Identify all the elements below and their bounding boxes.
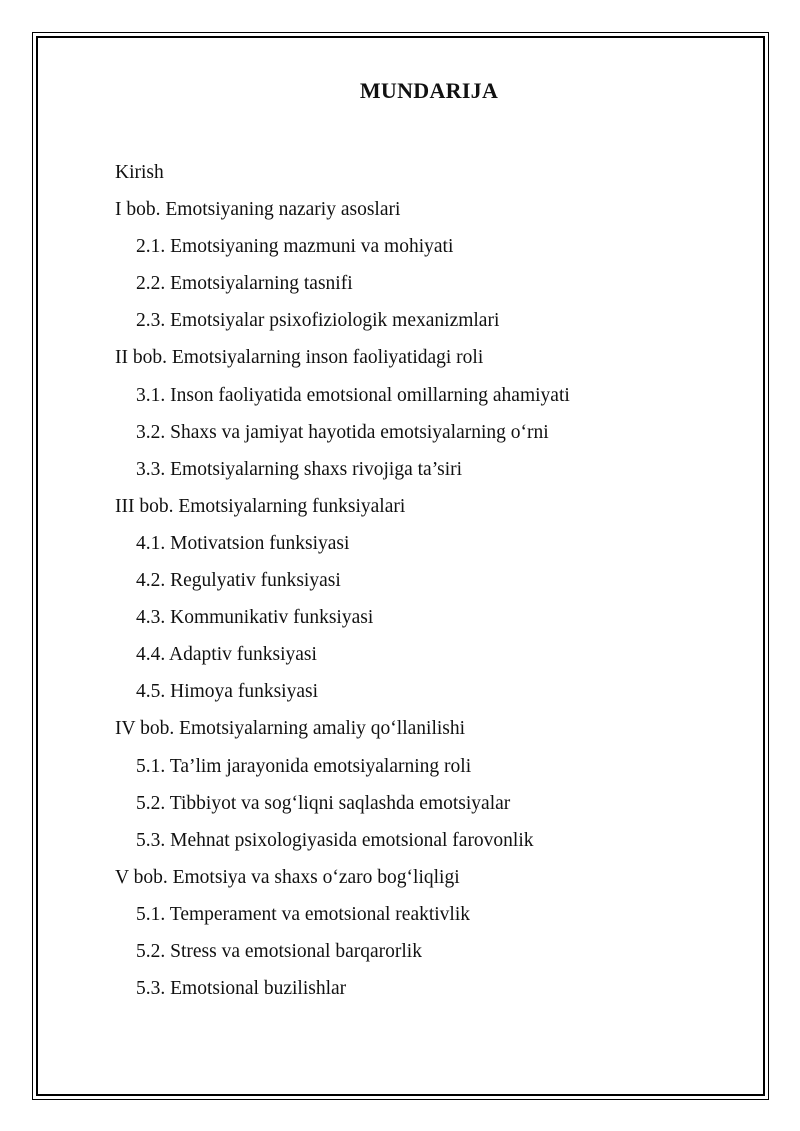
toc-chapter-entry: V bob. Emotsiya va shaxs o‘zaro bog‘liqligi <box>115 866 460 888</box>
toc-section-entry: 5.1. Ta’lim jarayonida emotsiyalarning roli <box>136 755 472 777</box>
toc-section-entry: 2.2. Emotsiyalarning tasnifi <box>136 273 353 295</box>
toc-section-entry: 5.2. Stress va emotsional barqarorlik <box>136 940 422 962</box>
toc-section-entry: 4.5. Himoya funksiyasi <box>136 681 318 703</box>
toc-chapter-entry: II bob. Emotsiyalarning inson faoliyatidagi roli <box>115 347 484 369</box>
toc-chapter-entry: III bob. Emotsiyalarning funksiyalari <box>115 495 406 517</box>
document-title: MUNDARIJA <box>359 78 499 103</box>
toc-section-entry: 2.3. Emotsiyalar psixofiziologik mexanizmlari <box>136 310 500 332</box>
toc-section-entry: 3.3. Emotsiyalarning shaxs rivojiga ta’siri <box>136 458 463 480</box>
toc-section-entry: 5.1. Temperament va emotsional reaktivlik <box>136 903 471 925</box>
toc-section-entry: 3.2. Shaxs va jamiyat hayotida emotsiyalarning o‘rni <box>136 421 549 443</box>
toc-chapter-entry: I bob. Emotsiyaning nazariy asoslari <box>115 199 401 221</box>
toc-section-entry: 5.3. Mehnat psixologiyasida emotsional farovonlik <box>136 829 534 851</box>
toc-section-entry: 4.3. Kommunikativ funksiyasi <box>136 607 374 629</box>
toc-section-entry: 4.2. Regulyativ funksiyasi <box>136 570 341 592</box>
toc-section-entry: 3.1. Inson faoliyatida emotsional omillarning ahamiyati <box>136 384 570 406</box>
toc-section-entry: 4.1. Motivatsion funksiyasi <box>136 532 350 554</box>
toc-section-entry: 4.4. Adaptiv funksiyasi <box>136 644 317 666</box>
table-of-contents <box>115 158 570 1011</box>
toc-chapter-entry: Kirish <box>115 162 164 183</box>
toc-section-entry: 5.3. Emotsional buzilishlar <box>136 978 347 1000</box>
toc-section-entry: 5.2. Tibbiyot va sog‘liqni saqlashda emotsiyalar <box>136 792 511 814</box>
toc-chapter-entry: IV bob. Emotsiyalarning amaliy qo‘llanilishi <box>115 718 466 740</box>
toc-section-entry: 2.1. Emotsiyaning mazmuni va mohiyati <box>136 236 454 258</box>
